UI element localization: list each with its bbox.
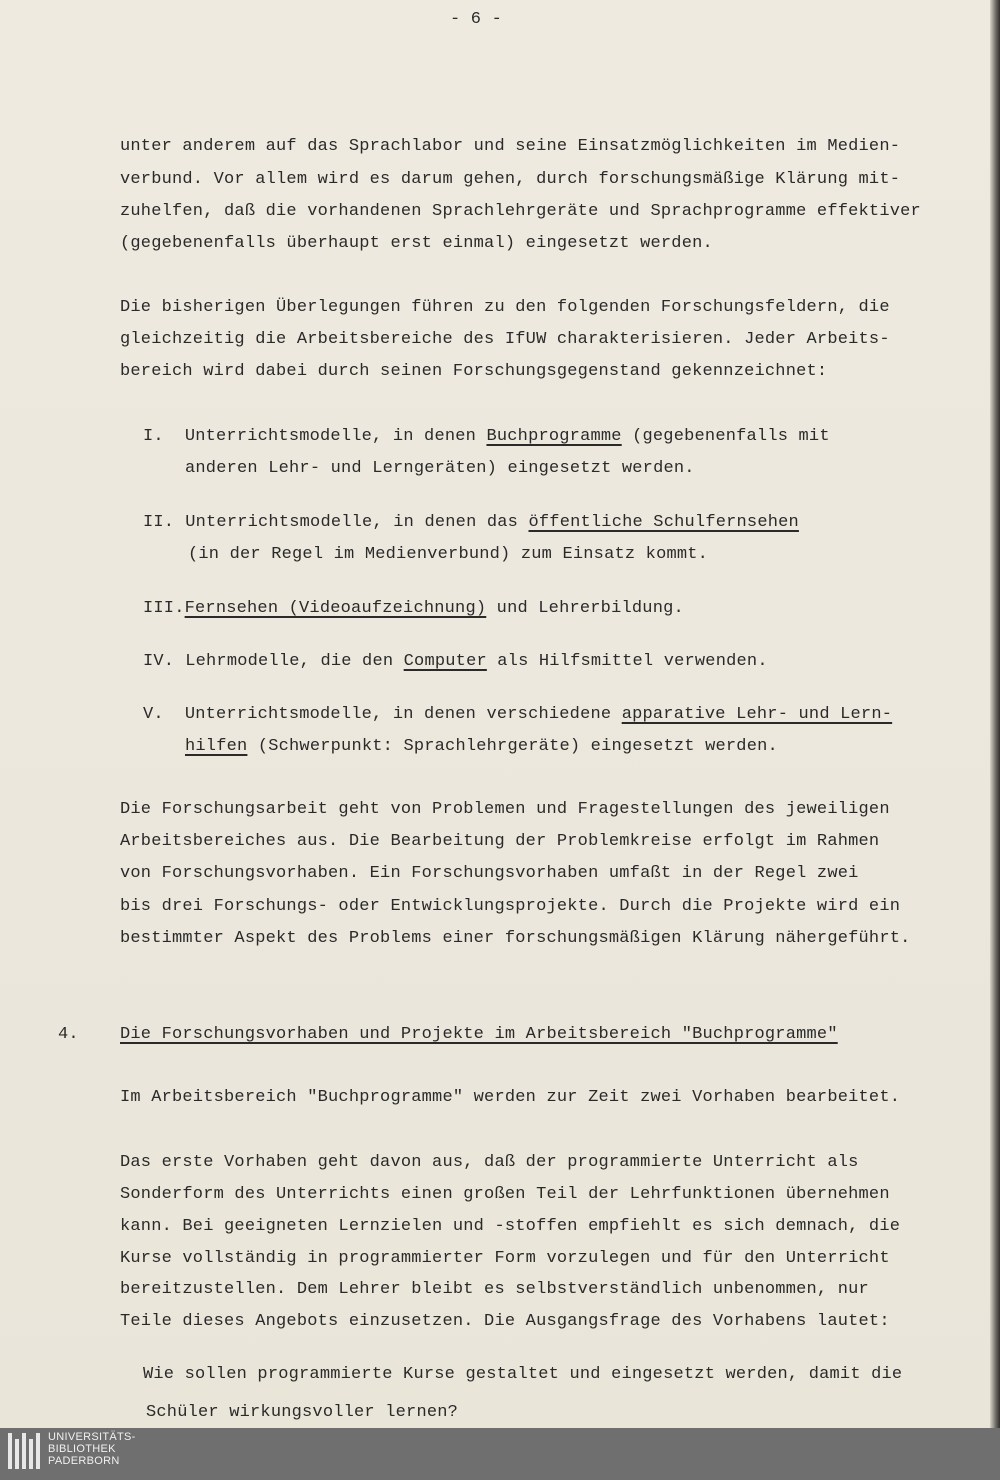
- logo-bar: [22, 1433, 26, 1469]
- section-para-line-4: Kurse vollständig in programmierter Form vorzulegen und für den Unterricht: [120, 1249, 890, 1268]
- field-v-line-2: [185, 736, 778, 758]
- research-line-3: von Forschungsvorhaben. Ein Forschungsvorhaben umfaßt in der Regel zwei: [120, 864, 859, 883]
- page-number: - 6 -: [450, 10, 503, 29]
- field-v-text: Unterrichtsmodelle, in denen verschiedene: [184, 705, 622, 724]
- section-intro: Im Arbeitsbereich "Buchprogramme" werden zur Zeit zwei Vorhaben bearbeitet.: [120, 1088, 901, 1107]
- section-heading: Die Forschungsvorhaben und Projekte im Arbeitsbereich "Buchprogramme": [120, 1025, 838, 1044]
- page-edge-shadow: [990, 0, 1000, 1428]
- logo-line-1: UNIVERSITÄTS-: [48, 1431, 136, 1443]
- logo-bar: [15, 1439, 19, 1469]
- field-i: [143, 426, 830, 448]
- field-ii-underlined: öffentliche Schulfernsehen: [528, 513, 799, 532]
- field-v-underlined-2: hilfen: [185, 737, 248, 756]
- intro-line-2: verbund. Vor allem wird es darum gehen, durch forschungsmäßige Klärung mit-: [120, 170, 901, 189]
- field-iii-text-end: und Lehrerbildung.: [486, 599, 684, 618]
- field-iii-numeral: III.: [143, 599, 185, 618]
- footer-bar: [0, 1428, 1000, 1480]
- research-line-4: bis drei Forschungs- oder Entwicklungsprojekte. Durch die Projekte wird ein: [120, 897, 901, 916]
- fields-line-1: Die bisherigen Überlegungen führen zu den folgenden Forschungsfeldern, die: [120, 298, 890, 317]
- field-iv-text: Lehrmodelle, die den: [185, 652, 404, 671]
- library-logo-icon: [8, 1433, 40, 1469]
- field-v: [143, 704, 892, 726]
- field-v-underlined: apparative Lehr- und Lern-: [621, 705, 893, 724]
- logo-bar: [36, 1433, 40, 1469]
- field-ii-numeral: II.: [143, 513, 175, 532]
- intro-line-4: (gegebenenfalls überhaupt erst einmal) eingesetzt werden.: [120, 234, 713, 253]
- fields-line-2: gleichzeitig die Arbeitsbereiche des IfUW charakterisieren. Jeder Arbeits-: [120, 330, 890, 349]
- section-para-line-3: kann. Bei geeigneten Lernzielen und -stoffen empfiehlt es sich demnach, die: [120, 1217, 901, 1236]
- question-line-1: Wie sollen programmierte Kurse gestaltet und eingesetzt werden, damit die: [143, 1365, 903, 1384]
- logo-line-3: PADERBORN: [48, 1455, 120, 1467]
- research-line-2: Arbeitsbereiches aus. Die Bearbeitung der Problemkreise erfolgt im Rahmen: [120, 832, 880, 851]
- field-i-text: Unterrichtsmodelle, in denen: [184, 427, 487, 446]
- logo-line-2: BIBLIOTHEK: [48, 1443, 116, 1455]
- field-i-line-2: anderen Lehr- und Lerngeräten) eingesetzt werden.: [185, 459, 695, 478]
- section-para-line-1: Das erste Vorhaben geht davon aus, daß der programmierte Unterricht als: [120, 1153, 859, 1172]
- field-ii-line-2: (in der Regel im Medienverbund) zum Einsatz kommt.: [188, 545, 709, 564]
- logo-bar: [8, 1433, 12, 1469]
- field-iv-underlined: Computer: [403, 652, 487, 671]
- section-para-line-5: bereitzustellen. Dem Lehrer bleibt es selbstverständlich unbenommen, nur: [120, 1280, 869, 1299]
- field-i-underlined: Buchprogramme: [486, 427, 622, 446]
- field-iv: [143, 651, 768, 673]
- section-para-line-2: Sonderform des Unterrichts einen großen Teil der Lehrfunktionen übernehmen: [120, 1185, 890, 1204]
- field-ii-text: Unterrichtsmodelle, in denen das: [185, 513, 529, 532]
- field-i-numeral: I.: [143, 427, 164, 446]
- library-logo: [8, 1431, 136, 1477]
- field-iv-numeral: IV.: [143, 652, 175, 671]
- logo-bar: [29, 1439, 33, 1469]
- section-para-line-6: Teile dieses Angebots einzusetzen. Die Ausgangsfrage des Vorhabens lautet:: [120, 1312, 890, 1331]
- field-iv-text-end: als Hilfsmittel verwenden.: [486, 652, 768, 671]
- section-number: 4.: [58, 1025, 79, 1044]
- question-line-2: Schüler wirkungsvoller lernen?: [146, 1403, 459, 1422]
- field-i-text-end: (gegebenenfalls mit: [621, 427, 830, 446]
- field-v-numeral: V.: [143, 705, 164, 724]
- field-v-text-2: (Schwerpunkt: Sprachlehrgeräte) eingesetzt werden.: [247, 737, 778, 756]
- intro-line-1: unter anderem auf das Sprachlabor und seine Einsatzmöglichkeiten im Medien-: [120, 137, 901, 156]
- research-line-1: Die Forschungsarbeit geht von Problemen und Fragestellungen des jeweiligen: [120, 800, 890, 819]
- field-iii: [143, 598, 684, 620]
- fields-line-3: bereich wird dabei durch seinen Forschungsgegenstand gekennzeichnet:: [120, 362, 828, 381]
- field-ii: [143, 512, 799, 534]
- library-logo-text: [48, 1431, 136, 1467]
- field-iii-underlined: Fernsehen (Videoaufzeichnung): [184, 599, 487, 618]
- research-line-5: bestimmter Aspekt des Problems einer forschungsmäßigen Klärung nähergeführt.: [120, 929, 911, 948]
- intro-line-3: zuhelfen, daß die vorhandenen Sprachlehrgeräte und Sprachprogramme effektiver: [120, 202, 921, 221]
